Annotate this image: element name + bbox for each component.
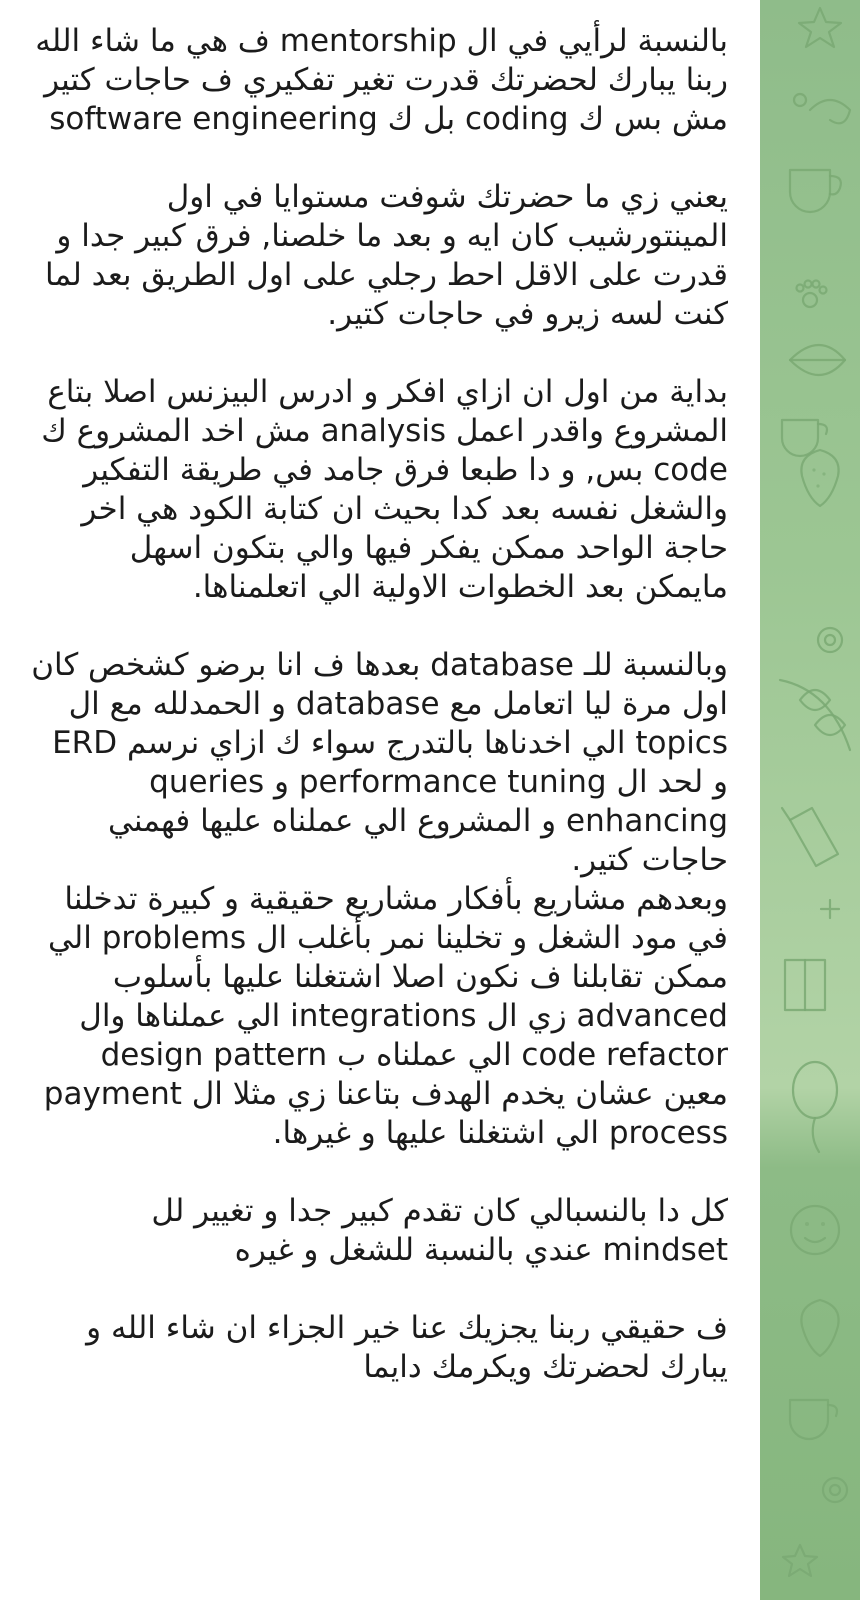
plant-icon (780, 680, 850, 750)
balloon-icon (793, 1062, 837, 1152)
strawberry-icon-2 (801, 1300, 838, 1356)
paw-icon (797, 281, 827, 308)
swirl-icon-2 (818, 628, 842, 652)
book-icon (785, 960, 825, 1010)
strawberry-icon (801, 450, 838, 506)
leaf-icon (790, 345, 845, 375)
swirl-icon (794, 94, 850, 123)
teacup-icon-3 (790, 1400, 837, 1439)
message-text[interactable]: بالنسبة لرأيي في ال mentorship ف هي ما شاء الله ربنا يبارك لحضرتك قدرت تغير تفكيري ف حاجات كتير مش بس ك coding بل ك software engineering يعني زي ما حضرتك شوفت مستوايا في اول المينتورشيب كان ايه و بعد ما خلصنا, فرق كبير جدا و قدرت على الاقل احط رجلي على اول الطريق بعد لما كنت لسه زيرو في حاجات كتير. بداية من اول ان ازاي افكر و ادرس البيزنس اصلا بتاع المشروع واقدر اعمل analysis مش اخد المشروع ك code بس, و دا طبعا فرق جامد في طريقة التفكير والشغل نفسه بعد كدا بحيث ان كتابة الكود هي اخر حاجة الواحد ممكن يفكر فيها والي بتكون اسهل مايمكن بعد الخطوات الاولية الي اتعلمناها. وبالنسبة للـ database بعدها ف انا برضو كشخص كان اول مرة ليا اتعامل مع database و الحمدلله مع ال topics الي اخدناها بالتدرج سواء ك ازاي نرسم ERD و لحد ال performance tuning و queries enhancing و المشروع الي عملناه عليها فهمني حاجات كتير. وبعدهم مشاريع بأفكار مشاريع حقيقية و كبيرة تدخلنا في مود الشغل و تخلينا نمر بأغلب ال problems الي ممكن تقابلنا ف نكون اصلا اشتغلنا عليها بأسلوب advanced زي ال integrations الي عملناها وال code refactor الي عملناه ب design pattern معين عشان يخدم الهدف بتاعنا زي مثلا ال payment process الي اشتغلنا عليها و غيرها. كل دا بالنسبالي كان تقدم كبير جدا و تغيير لل mindset عندي بالنسبة للشغل و غيره ف حقيقي ربنا يجزيك عنا خير الجزاء ان شاء الله و يبارك لحضرتك ويكرمك دايما (31, 23, 728, 1385)
wallpaper-doodles (760, 0, 860, 1600)
star-icon (799, 8, 841, 47)
teacup-icon (790, 170, 841, 212)
smiley-icon (791, 1206, 839, 1254)
chat-wallpaper (760, 0, 860, 1600)
swirl-icon-3 (823, 1478, 847, 1502)
star-icon-2 (783, 1545, 817, 1576)
flashlight-icon (782, 808, 838, 866)
sparkle-icon (821, 900, 839, 918)
